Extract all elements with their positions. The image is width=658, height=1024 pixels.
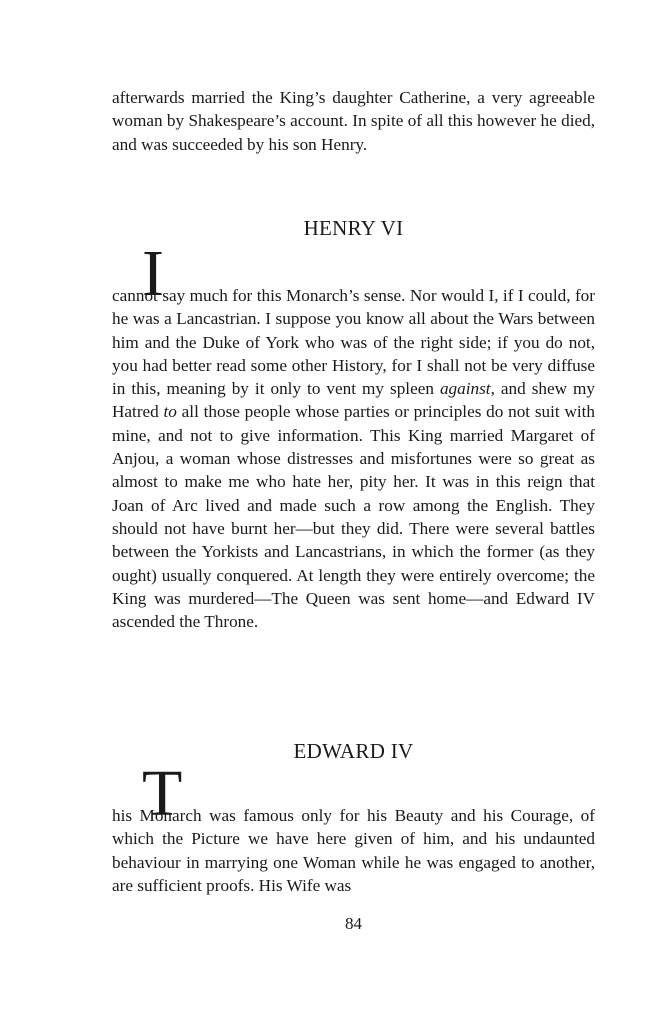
page-number: 84 (345, 914, 362, 933)
paragraph-text: his Monarch was famous only for his Beauty and his Courage, of which the Picture we have here given of him, and his undaunted behaviour in marrying one Woman while he was engaged to another, are sufficient proofs. His Wife was (112, 806, 595, 895)
edward-iv-paragraph (112, 757, 595, 897)
continuation-paragraph: afterwards married the King’s daughter Catherine, a very agreeable woman by Shakespeare’s account. In spite of all this however he died, and was succeeded by his son Henry. (112, 88, 595, 154)
drop-cap: T (142, 757, 183, 830)
section-heading-edward-iv: EDWARD IV (293, 739, 414, 763)
emphasis-text: to (163, 402, 177, 422)
section-heading-henry-vi: HENRY VI (303, 216, 404, 240)
paragraph-text: all those people whose parties or principles do not suit with mine, and not to give information. This King married Margaret of Anjou, a woman whose distresses and misfortunes were so great as almost to make me who hate her, pity her. It was in this reign that Joan of Arc lived and made such a row among the English. They should not have burnt her—but they did. There were several battles between the Yorkists and Lancastrians, in which the former (as they ought) usually conquered. At length they were entirely overcome; the King was murdered—The Queen was sent home—and Edward IV ascended the Throne. (112, 402, 595, 632)
henry-vi-paragraph (112, 237, 595, 633)
paragraph-text: cannot say much for this Monarch’s sense. Nor would I, if I could, for he was a Lancastrian. I suppose you know all about the Wars between him and the Duke of York who was of the right side; if you do not, you had better read some other History, for I shall not be very diffuse in this, meaning by it only to vent my spleen (112, 286, 595, 399)
paragraph-text: , and shew my Hatred (112, 379, 595, 422)
drop-cap: I (142, 237, 164, 310)
emphasis-text: against (439, 379, 491, 399)
